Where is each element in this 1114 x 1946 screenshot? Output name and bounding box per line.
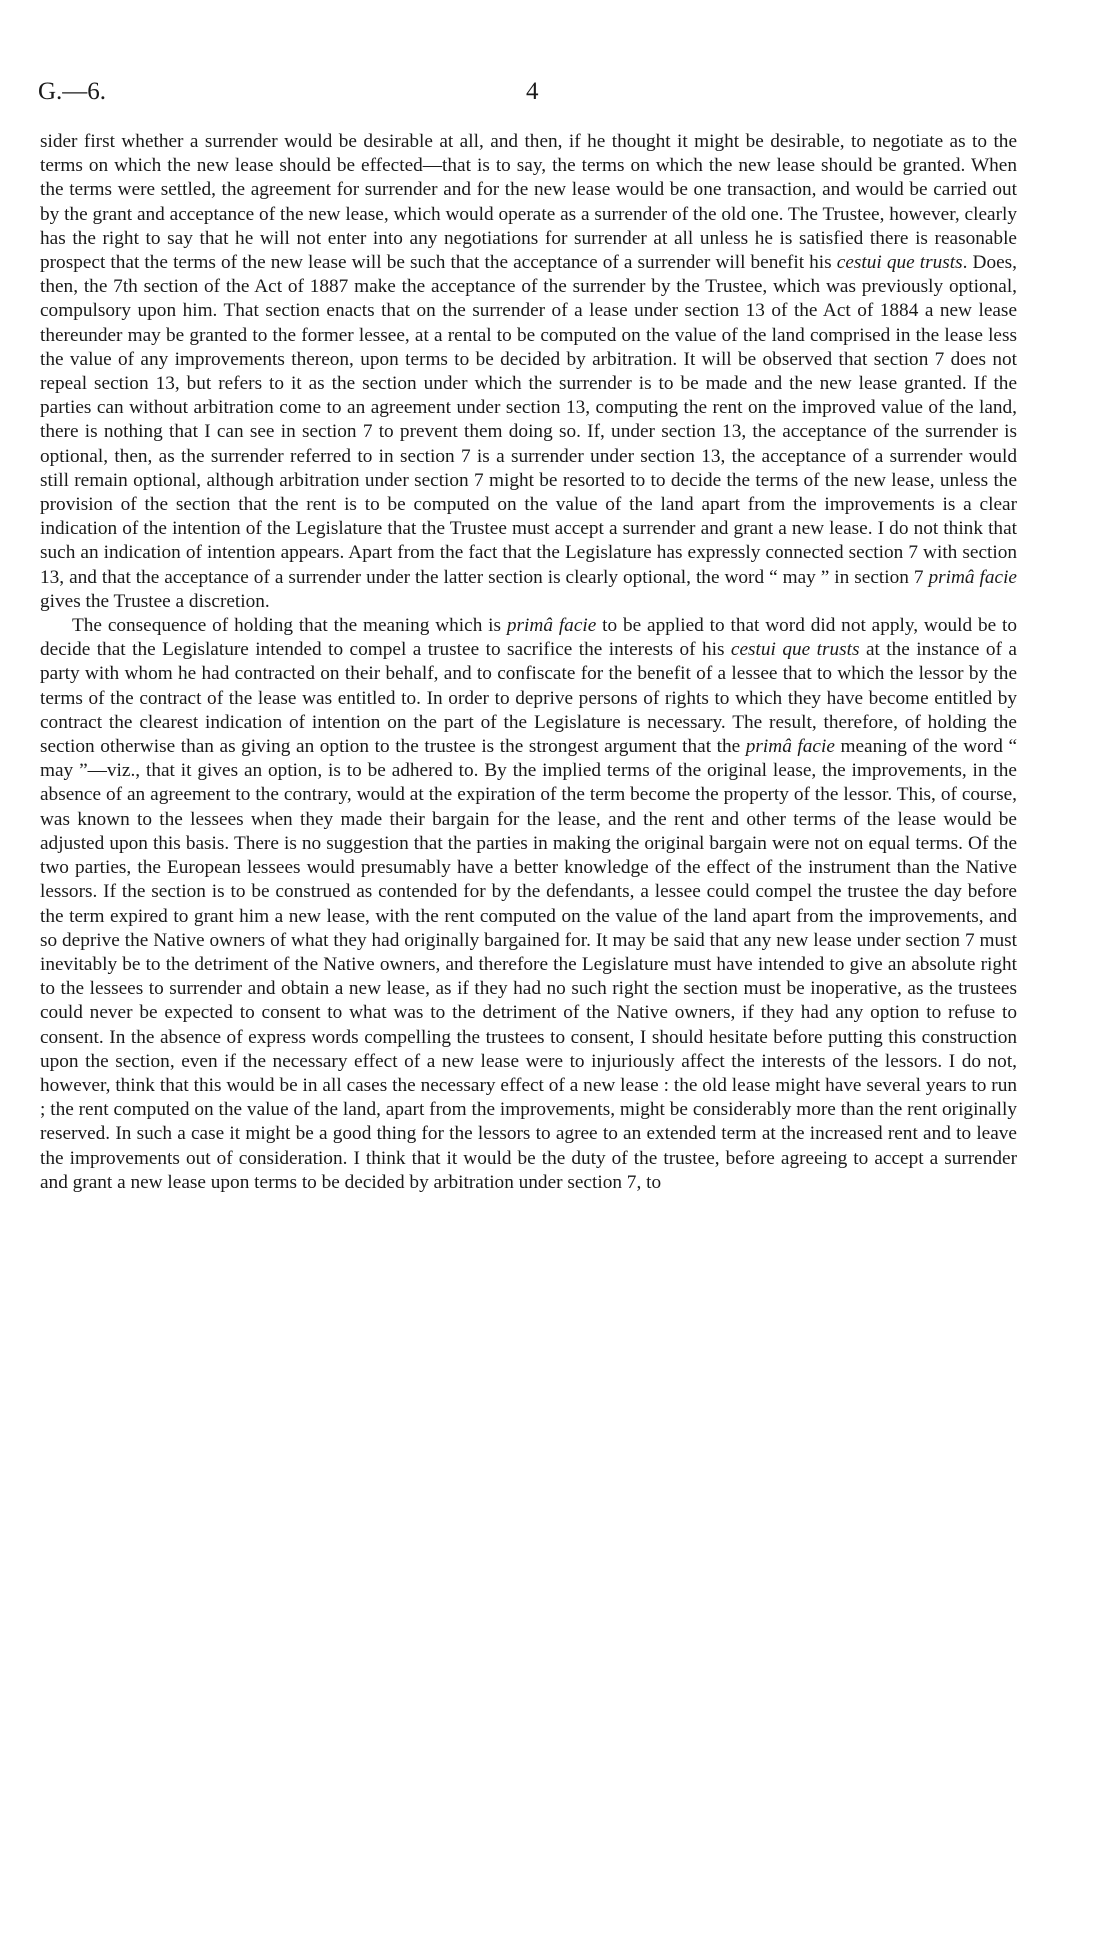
page-header [38,78,1018,112]
page-number: 4 [526,78,539,105]
italic-phrase: cestui que trusts [730,639,860,661]
text-segment: sider first whether a surrender would be desirable at all, and then, if he thought it might be desirable, to negotiate as to the terms on which the new lease should be effected—that is to say, the terms on which the new lease should be granted. When the terms were settled, the agreement for surrender and for the new lease would be one transaction, and would be carried out by the grant and acceptance of the new lease, which would operate as a surrender of the old one. The Trustee, however, clearly has the right to say that he will not enter into any negotiations for surrender at all unless he is satisfied there is reasonable prospect that the terms of the new lease will be such that the acceptance of a surrender will benefit his [40,131,1017,274]
text-segment: to be applied to that word did not apply, would be to decide that the Legislature intended to compel a trustee to sacrifice the interests of his [40,615,1017,661]
paragraph-2 [40,614,1017,1195]
paragraph-1 [40,130,1017,614]
italic-phrase: primâ facie [506,615,597,637]
text-segment: . Does, then, the 7th section of the Act of 1887 make the acceptance of the surrender by the Trustee, which was previously optional, compulsory upon him. That section enacts that on the surrender of a lease under section 13 of the Act of 1884 a new lease thereunder may be granted to the former lessee, at a rental to be computed on the value of the land comprised in the lease less the value of any improvements thereon, upon terms to be decided by arbitration. It will be observed that section 7 does not repeal section 13, but refers to it as the section under which the surrender is to be made and the new lease granted. If the parties can without arbitration come to an agreement under section 13, computing the rent on the improved value of the land, there is nothing that I can see in section 7 to prevent them doing so. If, under section 13, the acceptance of the surrender is optional, then, as the surrender referred to in section 7 is a surrender under section 13, the acceptance of a surrender would still remain optional, although arbitration under section 7 might be resorted to to decide the terms of the new lease, unless the provision of the section that the rent is to be computed on the value of the land apart from the improvements is a clear indication of the intention of the Legislature that the Trustee must accept a surrender and grant a new lease. I do not think that such an indication of intention appears. Apart from the fact that the Legislature has expressly connected section 7 with section 13, and that the acceptance of a surrender under the latter section is clearly optional, the word “ may ” in section 7 [40,252,1018,588]
italic-phrase: cestui que trusts [836,252,963,274]
text-segment: meaning of the word “ may ”—viz., that it gives an option, is to be adhered to. By the implied terms of the original lease, the improvements, in the absence of an agreement to the contrary, would at the expiration of the term become the property of the lessor. This, of course, was known to the lessees when they made their bargain for the lease, and the rent and other terms of the lease would be adjusted upon this basis. There is no suggestion that the parties in making the original bargain were not on equal terms. Of the two parties, the European lessees would presumably have a better knowledge of the effect of the instrument than the Native lessors. If the section is to be construed as contended for by the defendants, a lessee could compel the trustee the day before the term expired to grant him a new lease, with the rent computed on the value of the land apart from the improvements, and so deprive the Native owners of what they had originally bargained for. It may be said that any new lease under section 7 must inevitably be to the detriment of the Native owners, and therefore the Legislature must have intended to give an absolute right to the lessees to surrender and obtain a new lease, as if they had no such right the section must be inoperative, as the trustees could never be expected to consent to what was to the detriment of the Native owners, if they had any option to refuse to consent. In the absence of express words compelling the trustees to consent, I should hesitate before putting this construction upon the section, even if the necessary effect of a new lease were to injuriously affect the interests of the lessors. I do not, however, think that this would be in all cases the necessary effect of a new lease : the old lease might have several years to run ; the rent computed on the value of the land, apart from the improvements, might be considerably more than the rent originally reserved. In such a case it might be a good thing for the lessors to agree to an extended term at the increased rent and to leave the improvements out of consideration. I think that it would be the duty of the trustee, before agreeing to accept a surrender and grant a new lease upon terms to be decided by arbitration under section 7, to [40,736,1017,1193]
italic-phrase: primâ facie [928,566,1017,588]
italic-phrase: primâ facie [745,736,835,758]
text-segment: The consequence of holding that the meaning which is [72,615,507,637]
page-reference: G.—6. [38,78,107,105]
body-text [40,130,1017,1195]
text-segment: gives the Trustee a discretion. [40,590,270,612]
text-segment: at the instance of a party with whom he had contracted on their behalf, and to confiscate for the benefit of a lessee that to which the lessor by the terms of the contract of the lease was entitled to. In order to deprive persons of rights to which they have become entitled by contract the clearest indication of intention on the part of the Legislature is necessary. The result, therefore, of holding the section otherwise than as giving an option to the trustee is the strongest argument that the [40,639,1017,758]
